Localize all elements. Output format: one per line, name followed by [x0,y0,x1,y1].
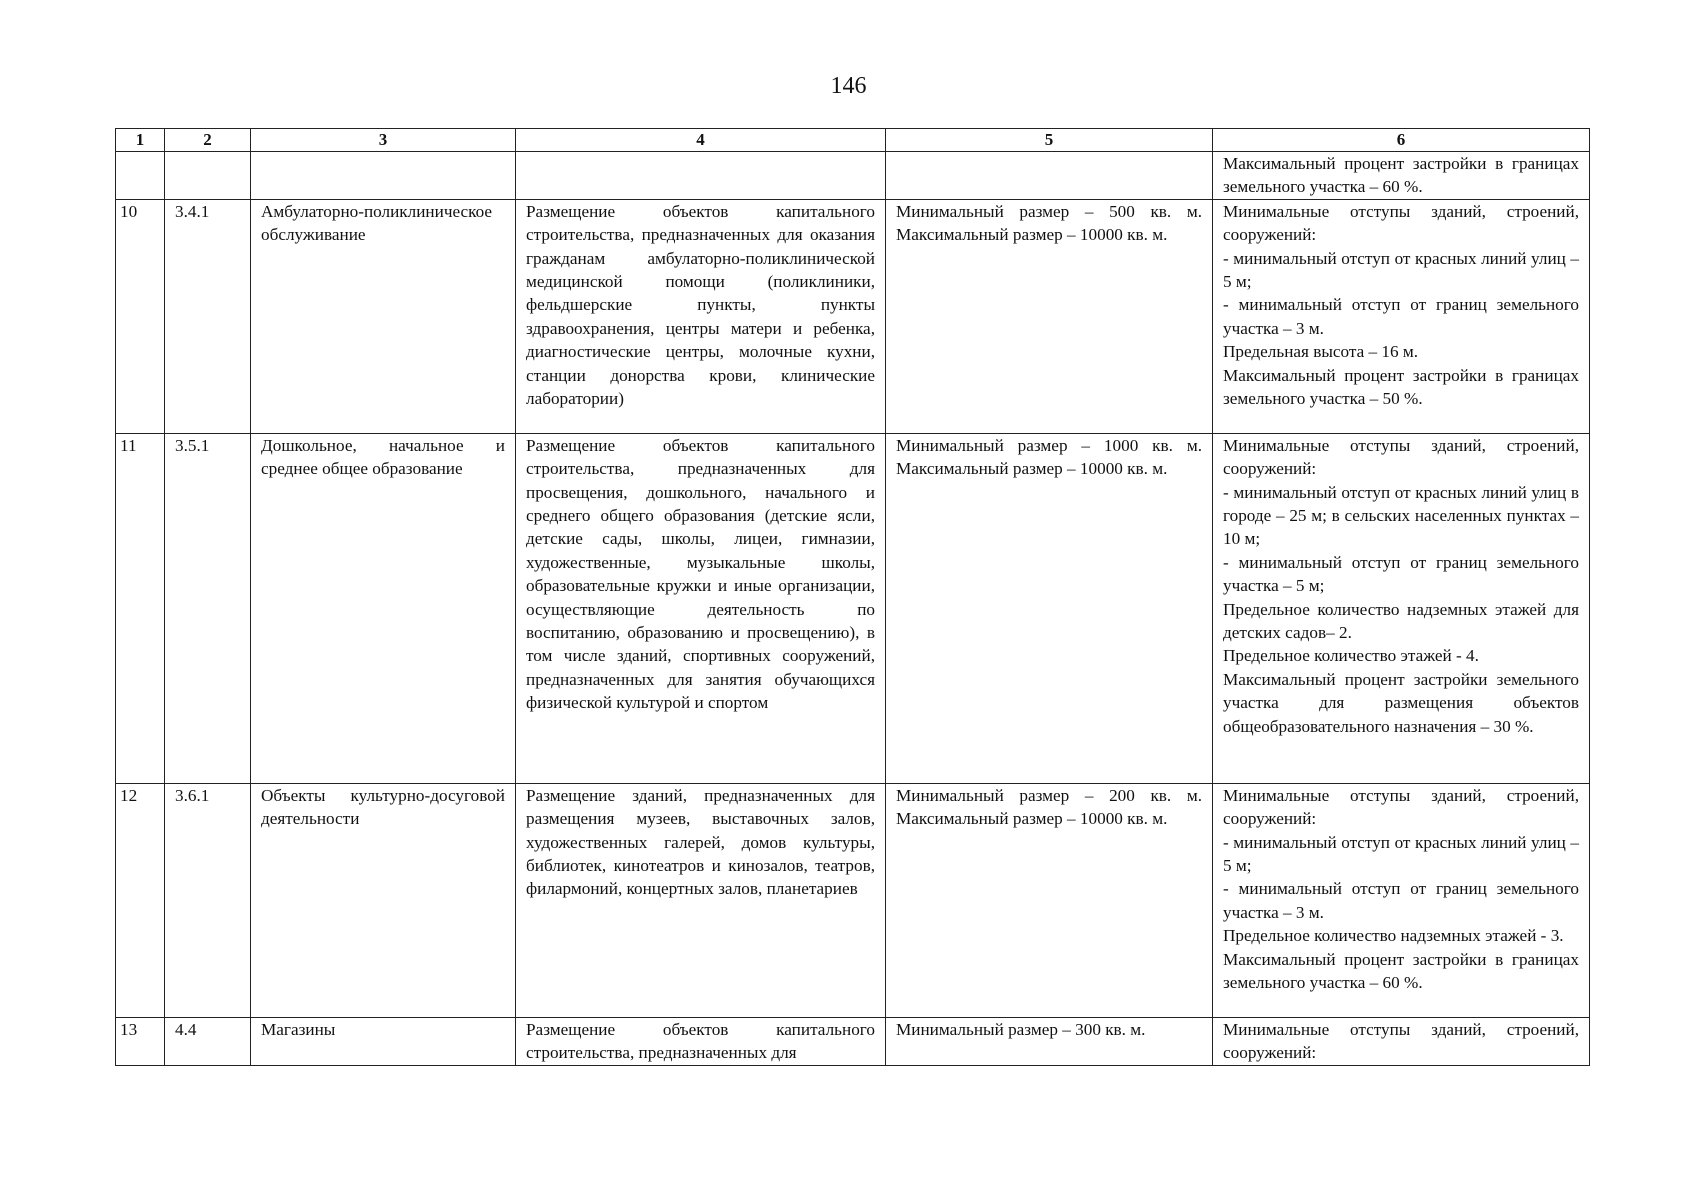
cell-plot-size: Минимальный размер – 300 кв. м. [886,1017,1213,1065]
cell-plot-size: Минимальный размер – 1000 кв. м. Максимальный размер – 10000 кв. м. [886,433,1213,783]
column-header: 2 [165,129,251,152]
cell-empty [165,152,251,200]
cell-parameters [1213,1017,1590,1065]
table-row [116,783,1590,1017]
cell-number: 13 [116,1017,165,1065]
parameter-line: Максимальный процент застройки в границах земельного участка – 50 %. [1223,365,1579,409]
cell-code: 3.5.1 [165,433,251,783]
parameter-line: - минимальный отступ от границ земельного участка – 5 м; [1223,552,1579,596]
table-row-continuation [116,152,1590,200]
parameter-line: Предельное количество этажей - 4. [1223,646,1479,666]
cell-empty [886,152,1213,200]
cell-use-name: Объекты культурно-досуговой деятельности [251,783,516,1017]
parameter-line: Предельное количество надземных этажей для детских садов– 2. [1223,599,1579,643]
parameter-line: Минимальные отступы зданий, строений, сооружений: [1223,201,1579,245]
cell-parameters [1213,199,1590,433]
parameter-line: Минимальные отступы зданий, строений, сооружений: [1223,785,1579,829]
cell-use-name: Магазины [251,1017,516,1065]
cell-use-name: Амбулаторно-поликлиническое обслуживание [251,199,516,433]
table-row [116,433,1590,783]
cell-description: Размещение зданий, предназначенных для размещения музеев, выставочных залов, художественных галерей, домов культуры, библиотек, кинотеатров и кинозалов, театров, филармоний, концертных залов, планетариев [516,783,886,1017]
cell-number: 11 [116,433,165,783]
page-number: 146 [830,73,867,99]
parameter-line: - минимальный отступ от красных линий улиц – 5 м; [1223,832,1579,876]
parameter-line: - минимальный отступ от границ земельного участка – 3 м. [1223,879,1579,922]
cell-description: Размещение объектов капитального строительства, предназначенных для оказания гражданам амбулаторно-поликлинической медицинской помощи (поликлиники, фельдшерские пункты, пункты здравоохранения, центры матери и ребенка, диагностические центры, молочные кухни, станции донорства крови, клинические лаборатории) [516,199,886,433]
cell-description: Размещение объектов капитального строительства, предназначенных для просвещения, дошкольного, начального и среднего общего образования (детские ясли, детские сады, школы, лицеи, гимназии, художественные, музыкальные школы, образовательные кружки и иные организации, осуществляющие деятельность по воспитанию, образованию и просвещению), в том числе зданий, спортивных сооружений, предназначенных для занятия обучающихся физической культурой и спортом [516,433,886,783]
cell-use-name: Дошкольное, начальное и среднее общее образование [251,433,516,783]
column-header: 4 [516,129,886,152]
column-header: 1 [116,129,165,152]
cell-code: 4.4 [165,1017,251,1065]
parameter-line: Предельная высота – 16 м. [1223,342,1419,362]
column-header: 5 [886,129,1213,152]
parameter-line: Максимальный процент застройки земельного участка для размещения объектов общеобразовательного назначения – 30 %. [1223,669,1579,736]
cell-empty [516,152,886,200]
cell-number: 10 [116,199,165,433]
cell-empty [251,152,516,200]
parameter-line: Максимальный процент застройки в границах земельного участка – 60 %. [1223,949,1579,993]
column-header: 3 [251,129,516,152]
cell-description: Размещение объектов капитального строительства, предназначенных для [516,1017,886,1065]
cell-parameters [1213,783,1590,1017]
column-header: 6 [1213,129,1590,152]
cell-number: 12 [116,783,165,1017]
parameter-line: Минимальные отступы зданий, строений, сооружений: [1223,435,1579,479]
land-use-regulations-table [115,128,1590,1066]
parameter-line: Предельное количество надземных этажей - 3. [1223,926,1564,946]
parameter-line: - минимальный отступ от границ земельного участка – 3 м. [1223,295,1579,338]
cell-plot-size: Минимальный размер – 500 кв. м. Максимальный размер – 10000 кв. м. [886,199,1213,433]
table-row [116,1017,1590,1065]
table-row [116,199,1590,433]
cell-code: 3.6.1 [165,783,251,1017]
cell-parameters [1213,433,1590,783]
cell-empty [116,152,165,200]
cell-code: 3.4.1 [165,199,251,433]
parameter-line: - минимальный отступ от красных линий улиц в городе – 25 м; в сельских населенных пунктах – 10 м; [1223,482,1579,549]
cell-plot-size: Минимальный размер – 200 кв. м. Максимальный размер – 10000 кв. м. [886,783,1213,1017]
parameter-line: - минимальный отступ от красных линий улиц – 5 м; [1223,248,1579,292]
table-header-row [116,129,1590,152]
cell-parameters: Максимальный процент застройки в границах земельного участка – 60 %. [1213,152,1590,200]
parameter-line: Минимальные отступы зданий, строений, сооружений: [1223,1019,1579,1063]
